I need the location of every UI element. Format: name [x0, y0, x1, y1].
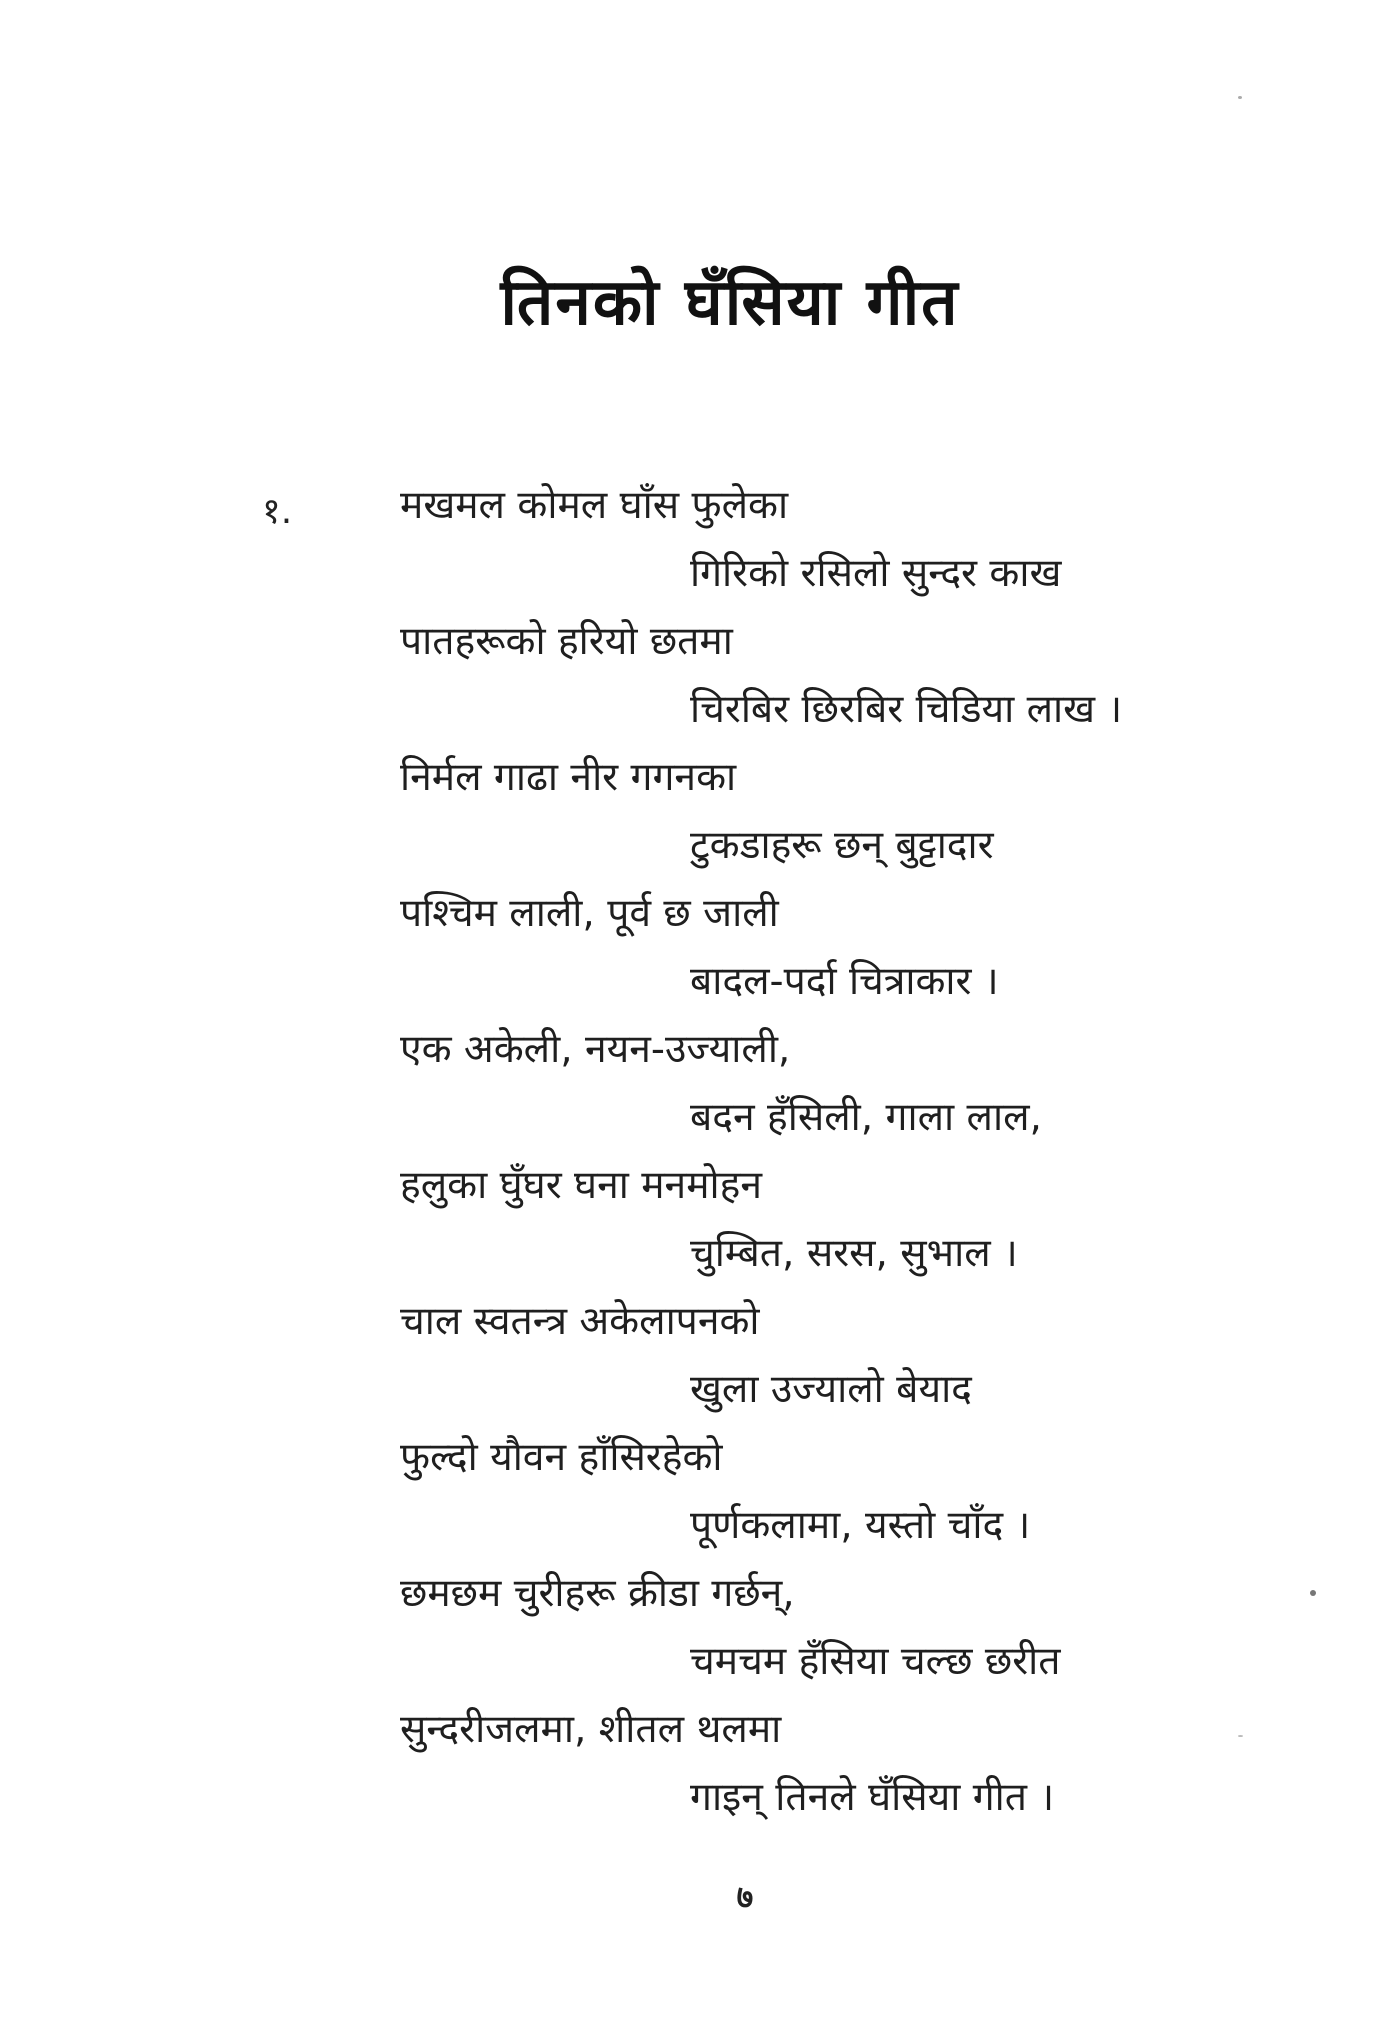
- poem-line: टुकडाहरू छन् बुट्टादार: [690, 823, 994, 868]
- poem-line: फुल्दो यौवन हाँसिरहेको: [400, 1435, 723, 1480]
- poem-line: गिरिको रसिलो सुन्दर काख: [690, 551, 1062, 596]
- poem-line: एक अकेली, नयन-उज्याली,: [400, 1027, 791, 1072]
- poem-line: सुन्दरीजलमा, शीतल थलमा: [400, 1707, 782, 1752]
- poem-line: बदन हँसिली, गाला लाल,: [690, 1095, 1042, 1140]
- poem-line: चिरबिर छिरबिर चिडिया लाख ।: [690, 687, 1123, 732]
- scan-speck: [1238, 96, 1242, 99]
- poem-line: चमचम हँसिया चल्छ छरीत: [690, 1639, 1061, 1684]
- poem-line: हलुका घुँघर घना मनमोहन: [400, 1163, 762, 1208]
- poem-line: मखमल कोमल घाँस फुलेका: [400, 483, 789, 528]
- poem-line: चुम्बित, सरस, सुभाल ।: [690, 1231, 1018, 1276]
- poem-line: खुला उज्यालो बेयाद: [690, 1367, 972, 1412]
- poem-line: पातहरूको हरियो छतमा: [400, 619, 733, 664]
- verse-number: १.: [262, 491, 293, 532]
- scan-speck: [1238, 1735, 1243, 1737]
- poem-line: छमछम चुरीहरू क्रीडा गर्छन्,: [400, 1571, 795, 1616]
- scan-speck: [1310, 1590, 1316, 1596]
- poem-title: तिनको घँसिया गीत: [500, 266, 960, 340]
- poem-line: पश्चिम लाली, पूर्व छ जाली: [400, 891, 779, 936]
- poem-line: निर्मल गाढा नीर गगनका: [400, 755, 737, 800]
- poem-line: बादल-पर्दा चित्राकार ।: [690, 959, 999, 1004]
- poem-line: गाइन् तिनले घँसिया गीत ।: [690, 1775, 1055, 1820]
- page-number: ७: [736, 1878, 754, 1916]
- poem-line: चाल स्वतन्त्र अकेलापनको: [400, 1299, 760, 1344]
- poem-line: पूर्णकलामा, यस्तो चाँद ।: [690, 1503, 1031, 1548]
